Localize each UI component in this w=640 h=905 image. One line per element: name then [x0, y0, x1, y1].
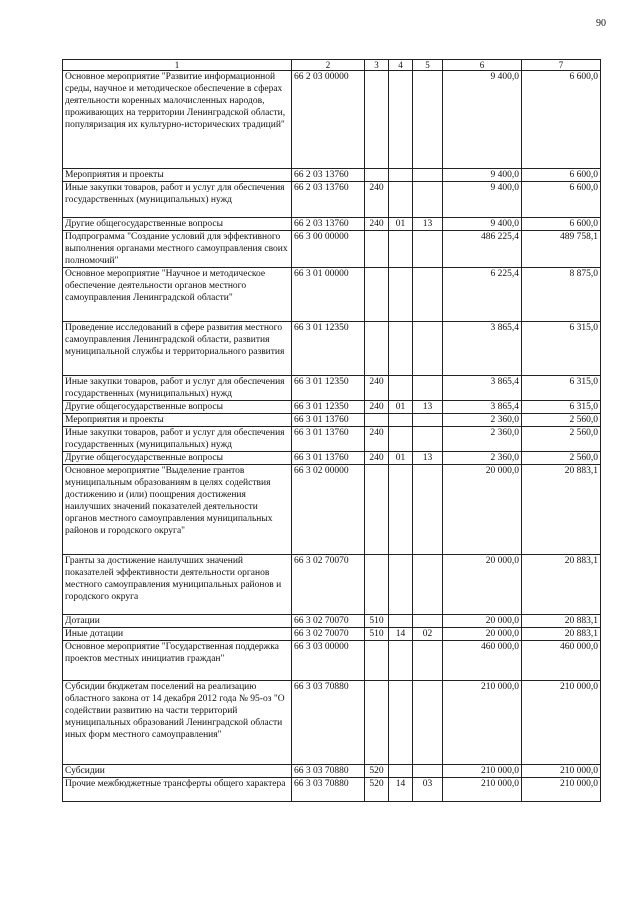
- row-rz: [389, 322, 413, 376]
- row-rz: [389, 641, 413, 681]
- header-cell: 3: [365, 60, 389, 71]
- row-sum-year1: 460 000,0: [443, 641, 522, 681]
- row-code: 66 3 01 00000: [292, 268, 365, 322]
- row-pr: [413, 555, 443, 615]
- row-rz: [389, 169, 413, 182]
- row-name: Иные закупки товаров, работ и услуг для обеспечения государственных (муниципальных) нужд: [63, 182, 292, 218]
- row-sum-year1: 486 225,4: [443, 231, 522, 268]
- table-row: [63, 641, 601, 681]
- row-code: 66 3 02 70070: [292, 628, 365, 641]
- header-cell: 2: [292, 60, 365, 71]
- header-row: [63, 60, 601, 71]
- row-name: Основное мероприятие "Государственная поддержка проектов местных инициатив граждан": [63, 641, 292, 681]
- row-sum-year1: 20 000,0: [443, 615, 522, 628]
- table-row: [63, 376, 601, 401]
- row-rz: [389, 765, 413, 778]
- row-name: Прочие межбюджетные трансферты общего характера: [63, 778, 292, 802]
- row-code: 66 3 03 70880: [292, 765, 365, 778]
- row-pr: [413, 182, 443, 218]
- row-vr: [365, 268, 389, 322]
- table-row: [63, 452, 601, 465]
- row-pr: 03: [413, 778, 443, 802]
- table-row: [63, 628, 601, 641]
- row-name: Подпрограмма "Создание условий для эффективного выполнения органами местного самоуправления своих полномочий": [63, 231, 292, 268]
- row-vr: [365, 641, 389, 681]
- row-name: Проведение исследований в сфере развития местного самоуправления Ленинградской области, развития муниципальной службы и территориального развития: [63, 322, 292, 376]
- row-sum-year1: 9 400,0: [443, 182, 522, 218]
- row-sum-year1: 6 225,4: [443, 268, 522, 322]
- row-vr: [365, 169, 389, 182]
- row-sum-year2: 6 315,0: [522, 322, 601, 376]
- row-rz: [389, 414, 413, 427]
- row-code: 66 2 03 00000: [292, 71, 365, 169]
- row-code: 66 2 03 13760: [292, 182, 365, 218]
- row-vr: [365, 555, 389, 615]
- row-code: 66 3 03 70880: [292, 778, 365, 802]
- row-rz: [389, 427, 413, 452]
- row-rz: 14: [389, 628, 413, 641]
- row-sum-year1: 3 865,4: [443, 322, 522, 376]
- row-sum-year2: 8 875,0: [522, 268, 601, 322]
- row-name: Мероприятия и проекты: [63, 169, 292, 182]
- header-cell: 1: [63, 60, 292, 71]
- row-sum-year2: 6 600,0: [522, 71, 601, 169]
- row-name: Субсидии бюджетам поселений на реализацию областного закона от 14 декабря 2012 года № 95-оз "О содействии развитию на части территорий муниципальных образований Ленинградской области иных форм местного самоуправления": [63, 681, 292, 765]
- row-vr: [365, 71, 389, 169]
- table-row: [63, 465, 601, 555]
- row-vr: [365, 322, 389, 376]
- row-code: 66 3 01 12350: [292, 322, 365, 376]
- row-vr: 240: [365, 427, 389, 452]
- row-sum-year2: 20 883,1: [522, 615, 601, 628]
- table-row: [63, 182, 601, 218]
- row-vr: 510: [365, 615, 389, 628]
- row-sum-year1: 2 360,0: [443, 414, 522, 427]
- header-cell: 7: [522, 60, 601, 71]
- row-sum-year2: 210 000,0: [522, 681, 601, 765]
- row-code: 66 3 01 13760: [292, 452, 365, 465]
- header-cell: 5: [413, 60, 443, 71]
- header-cell: 4: [389, 60, 413, 71]
- row-pr: [413, 169, 443, 182]
- row-vr: [365, 465, 389, 555]
- row-vr: 510: [365, 628, 389, 641]
- row-code: 66 2 03 13760: [292, 218, 365, 231]
- row-code: 66 3 02 00000: [292, 465, 365, 555]
- row-rz: 01: [389, 218, 413, 231]
- row-sum-year1: 210 000,0: [443, 778, 522, 802]
- row-sum-year1: 9 400,0: [443, 218, 522, 231]
- row-pr: [413, 231, 443, 268]
- row-vr: [365, 681, 389, 765]
- row-sum-year2: 6 315,0: [522, 376, 601, 401]
- row-pr: 02: [413, 628, 443, 641]
- row-code: 66 3 02 70070: [292, 555, 365, 615]
- row-vr: 240: [365, 376, 389, 401]
- row-pr: [413, 414, 443, 427]
- row-rz: [389, 681, 413, 765]
- row-rz: [389, 615, 413, 628]
- row-code: 66 2 03 13760: [292, 169, 365, 182]
- table-row: [63, 555, 601, 615]
- row-sum-year1: 2 360,0: [443, 452, 522, 465]
- budget-table: [62, 59, 601, 802]
- row-pr: 13: [413, 218, 443, 231]
- row-name: Гранты за достижение наилучших значений показателей эффективности деятельности органов местного самоуправления муниципальных районов и городского округа: [63, 555, 292, 615]
- row-sum-year1: 20 000,0: [443, 465, 522, 555]
- row-pr: [413, 71, 443, 169]
- row-rz: [389, 182, 413, 218]
- row-vr: 240: [365, 452, 389, 465]
- row-vr: 240: [365, 401, 389, 414]
- row-vr: 240: [365, 182, 389, 218]
- row-code: 66 3 01 13760: [292, 414, 365, 427]
- row-vr: [365, 231, 389, 268]
- row-sum-year2: 210 000,0: [522, 778, 601, 802]
- table-row: [63, 71, 601, 169]
- row-code: 66 3 02 70070: [292, 615, 365, 628]
- table-row: [63, 268, 601, 322]
- row-sum-year2: 6 600,0: [522, 182, 601, 218]
- row-code: 66 3 01 13760: [292, 427, 365, 452]
- row-sum-year2: 20 883,1: [522, 555, 601, 615]
- row-sum-year1: 9 400,0: [443, 169, 522, 182]
- row-sum-year1: 210 000,0: [443, 681, 522, 765]
- header-cell: 6: [443, 60, 522, 71]
- row-sum-year1: 9 400,0: [443, 71, 522, 169]
- row-name: Мероприятия и проекты: [63, 414, 292, 427]
- row-rz: 01: [389, 401, 413, 414]
- row-sum-year2: 20 883,1: [522, 465, 601, 555]
- row-rz: 14: [389, 778, 413, 802]
- row-code: 66 3 03 00000: [292, 641, 365, 681]
- row-name: Другие общегосударственные вопросы: [63, 452, 292, 465]
- row-name: Основное мероприятие "Развитие информационной среды, научное и методическое обеспечение в сферах деятельности коренных малочисленных народов, проживающих на территории Ленинградской области, популяризация их культурно-исторических традиций": [63, 71, 292, 169]
- table-row: [63, 681, 601, 765]
- row-name: Основное мероприятие "Выделение грантов муниципальным образованиям в целях содействия достижению и (или) поощрения достижения наилучших значений показателей деятельности органов местного самоуправления муниципальных районов и городского округа": [63, 465, 292, 555]
- row-sum-year1: 3 865,4: [443, 376, 522, 401]
- row-sum-year2: 6 315,0: [522, 401, 601, 414]
- row-sum-year2: 489 758,1: [522, 231, 601, 268]
- row-pr: [413, 322, 443, 376]
- row-pr: 13: [413, 452, 443, 465]
- row-name: Дотации: [63, 615, 292, 628]
- row-vr: [365, 414, 389, 427]
- page-number: 90: [596, 18, 606, 29]
- row-sum-year2: 6 600,0: [522, 169, 601, 182]
- row-pr: [413, 615, 443, 628]
- table-row: [63, 401, 601, 414]
- row-rz: [389, 465, 413, 555]
- table-row: [63, 322, 601, 376]
- row-pr: [413, 427, 443, 452]
- table-row: [63, 231, 601, 268]
- row-pr: [413, 641, 443, 681]
- row-pr: [413, 765, 443, 778]
- row-name: Иные закупки товаров, работ и услуг для обеспечения государственных (муниципальных) нужд: [63, 376, 292, 401]
- table-row: [63, 414, 601, 427]
- row-sum-year2: 460 000,0: [522, 641, 601, 681]
- row-pr: 13: [413, 401, 443, 414]
- row-sum-year1: 20 000,0: [443, 555, 522, 615]
- row-sum-year1: 2 360,0: [443, 427, 522, 452]
- row-sum-year1: 20 000,0: [443, 628, 522, 641]
- row-code: 66 3 03 70880: [292, 681, 365, 765]
- row-sum-year2: 2 560,0: [522, 414, 601, 427]
- row-rz: [389, 376, 413, 401]
- row-pr: [413, 268, 443, 322]
- row-sum-year2: 2 560,0: [522, 427, 601, 452]
- row-sum-year2: 210 000,0: [522, 765, 601, 778]
- row-rz: [389, 71, 413, 169]
- row-rz: [389, 555, 413, 615]
- row-name: Субсидии: [63, 765, 292, 778]
- row-name: Основное мероприятие "Научное и методическое обеспечение деятельности органов местного самоуправления Ленинградской области": [63, 268, 292, 322]
- row-vr: 520: [365, 765, 389, 778]
- table-row: [63, 765, 601, 778]
- row-vr: 520: [365, 778, 389, 802]
- table-row: [63, 427, 601, 452]
- row-vr: 240: [365, 218, 389, 231]
- row-code: 66 3 01 12350: [292, 376, 365, 401]
- table-row: [63, 778, 601, 802]
- row-sum-year2: 20 883,1: [522, 628, 601, 641]
- row-pr: [413, 376, 443, 401]
- row-pr: [413, 681, 443, 765]
- row-name: Иные закупки товаров, работ и услуг для обеспечения государственных (муниципальных) нужд: [63, 427, 292, 452]
- row-name: Другие общегосударственные вопросы: [63, 218, 292, 231]
- row-code: 66 3 00 00000: [292, 231, 365, 268]
- row-name: Другие общегосударственные вопросы: [63, 401, 292, 414]
- row-rz: [389, 231, 413, 268]
- table-row: [63, 615, 601, 628]
- row-name: Иные дотации: [63, 628, 292, 641]
- row-code: 66 3 01 12350: [292, 401, 365, 414]
- row-rz: 01: [389, 452, 413, 465]
- row-sum-year1: 210 000,0: [443, 765, 522, 778]
- row-sum-year1: 3 865,4: [443, 401, 522, 414]
- table-row: [63, 169, 601, 182]
- table-row: [63, 218, 601, 231]
- row-rz: [389, 268, 413, 322]
- row-pr: [413, 465, 443, 555]
- row-sum-year2: 6 600,0: [522, 218, 601, 231]
- row-sum-year2: 2 560,0: [522, 452, 601, 465]
